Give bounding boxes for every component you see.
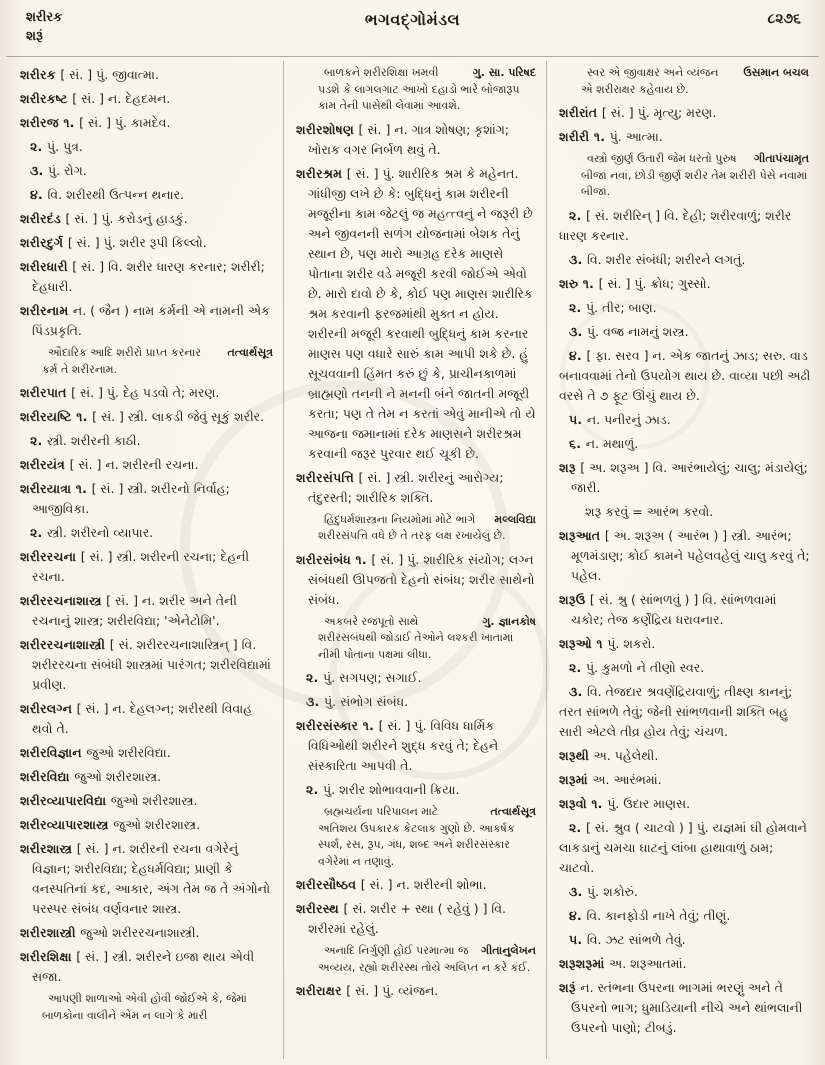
definition-text: પું. પુત્ર. bbox=[47, 139, 83, 154]
headword: શરીરશ્રમ bbox=[296, 165, 347, 181]
dictionary-entry bbox=[296, 875, 538, 895]
definition-text: જુઓ શરીરરચનાશાસ્ત્રી. bbox=[80, 925, 200, 940]
headword: શરીરવ્યાપારશાસ્ત્ર bbox=[20, 817, 114, 832]
citation-text: ઔદારિક આદિ શરીરો પ્રાપ્ત કરનાર કર્મ તે શરીરનામ. bbox=[42, 346, 201, 376]
definition-text: [ સં. ] સ્ત્રી. શરીરને ઇજા થાય એવી સજા. bbox=[32, 949, 255, 984]
sense-number: ૫. bbox=[569, 411, 587, 427]
definition-text: [ સં. ] પું. શારીરિક સંયોગ; લગ્ન સંબંધથી ઊપજતો દેહનો સંબંધ; શરીર સાથેનો સંબંધ. bbox=[308, 551, 535, 607]
headword: શરીરવિજ્ઞાન bbox=[20, 745, 87, 760]
sense-number: ૩. bbox=[306, 694, 325, 709]
definition-text: અ. પહેલેથી. bbox=[593, 747, 659, 763]
definition-text: વિ. તેજદાર શ્રવણેંદ્રિયવાળું; તીક્ષ્ણ કાનનું; તરત સાંભળે તેવું; જેની સાંભળવાની શક્તિ બહુ સારી એટલે તીવ્ર હોય તેવું; ચંચળ. bbox=[559, 683, 793, 739]
definition-text: [ સં. ] સ્ત્રી. શરીરનું આરોગ્ય; તંદુરસ્તી; શારીરિક શક્તિ. bbox=[308, 469, 504, 505]
dictionary-entry bbox=[296, 716, 538, 776]
citation-text: હિંદુધર્મશાસ્ત્રના નિયમોમાં મોટે ભાગે શરીરસંપત્તિ વધે છે તે તરફ લક્ષ રખાયેલું છે. bbox=[318, 512, 506, 542]
sense-line bbox=[559, 682, 811, 742]
citation-text: સ્વર એ જીવાક્ષર અને વ્યંજન એ શરીરાક્ષર કહેવાય છે. bbox=[581, 66, 719, 96]
definition-text: શરૂ કરવું = આરંભ કરવો. bbox=[585, 503, 714, 519]
dictionary-entry bbox=[20, 479, 275, 519]
dictionary-entry bbox=[296, 981, 538, 1001]
dictionary-entry bbox=[20, 257, 275, 297]
citation-block bbox=[296, 804, 538, 870]
headword: શરૂશરૂમાં bbox=[559, 955, 610, 971]
citation-block bbox=[559, 65, 811, 98]
definition-text: પું. તીર; બાણ. bbox=[586, 299, 657, 315]
definition-text: પું. સગપણ; સગાઈ. bbox=[323, 670, 422, 685]
dictionary-entry bbox=[296, 468, 538, 508]
dictionary-entry bbox=[20, 743, 275, 763]
dictionary-entry bbox=[20, 407, 275, 427]
dictionary-entry bbox=[296, 164, 538, 464]
headword: શરીરી ૧. bbox=[559, 129, 610, 144]
page-header bbox=[0, 0, 825, 56]
dictionary-entry bbox=[296, 120, 538, 160]
definition-text: [ સં. ] પું. વ્યંજન. bbox=[346, 983, 439, 998]
dictionary-entry bbox=[20, 547, 275, 587]
citation-source: ગુ. જ્ઞાનકોષ bbox=[482, 614, 536, 628]
definition-text: [ સં. ] પું. શારીરિક શ્રમ કે મહેનત. ગાંધીજી લખે છે કે: બુદ્ધિનું કામ શરીરની મજૂરીના કામ જેટલું જ મહત્ત્વનું ને જરૂરી છે અને જીવનની સળંગ યોજનામાં બેશક તેનું સ્થાન છે, પણ મારો આગ્રહ દરેક માણસે પોતાના શરીર વડે મજૂરી કરવી જોઈએ એવો છે. મારો દાવો છે કે, કોઈ પણ માણસ શારીરિક શ્રમ કરવાની ફરજમાંથી મુક્ત ન હોય. શરીરની મજૂરી કરવાથી બુદ્ધિનું કામ કરનાર માણસ પણ વધારે સારું કામ આપી શકે છે. હું સૂચવવાની હિંમત કરું છું કે, પ્રાચીનકાળમાં બ્રાહ્મણો તનની ને મનની બંને જાતની મજૂરી કરતા; પણ તે તેમ ન કરતાં એવું માનીએ તો યે આજના જમાનામાં દરેક માણસને શરીરશ્રમ કરવાની જરૂર પુરવાર થઈ ચૂકી છે. bbox=[308, 165, 536, 461]
dictionary-entry bbox=[20, 89, 275, 109]
dictionary-entry bbox=[20, 455, 275, 475]
citation-text: અકબરે રજપૂતો સાથે શરીરસંબંધથી જોડાઈ તેઓને લશ્કરી ખાતામાં નીમી પોતાના પક્ષમાં લીધા. bbox=[318, 614, 514, 661]
headword: શરીરશાસ્ત્રી bbox=[20, 925, 81, 940]
dictionary-entry bbox=[20, 383, 275, 403]
citation-source: ગુ. સા. પરિષદ bbox=[472, 66, 536, 79]
headword: શરીરદંડ bbox=[20, 211, 66, 226]
dictionary-entry bbox=[20, 699, 275, 739]
dictionary-entry bbox=[20, 923, 275, 943]
column bbox=[8, 61, 283, 1059]
headword: શરૂં bbox=[559, 979, 581, 995]
citation-source: ગીતાપંચામૃત bbox=[754, 152, 809, 165]
definition-text: જુઓ શરીરશાસ્ત્ર. bbox=[113, 817, 201, 832]
sense-number: ૨. bbox=[569, 659, 587, 675]
sense-line bbox=[559, 206, 811, 246]
dictionary-entry bbox=[559, 770, 811, 790]
definition-text: સ્ત્રી. શરીરની કાઠી. bbox=[47, 433, 141, 448]
sense-line bbox=[20, 161, 275, 181]
headword: શરીરવ્યાપારવિદ્યા bbox=[20, 793, 111, 808]
dictionary-entry bbox=[296, 550, 538, 610]
dictionary-entry bbox=[559, 794, 811, 814]
sense-number: ૨. bbox=[569, 819, 587, 835]
citation-block bbox=[20, 991, 275, 1024]
dictionary-entry bbox=[559, 127, 811, 147]
headword: શરીરયષ્ટિ ૧. bbox=[20, 409, 93, 424]
citation-block bbox=[296, 65, 538, 115]
column bbox=[546, 61, 819, 1059]
definition-text: [ અ. શરૂઅ ( આરંભ ) ] સ્ત્રી. આરંભ; મૂળમંડાણ; કોઈ કામને પહેલવહેલું ચાલુ કરવું તે; પહેલ. bbox=[571, 527, 810, 583]
headword: શરીરવિદ્યા bbox=[20, 769, 75, 784]
sense-number: ૩. bbox=[569, 323, 588, 339]
dictionary-entry bbox=[20, 301, 275, 341]
sense-line bbox=[296, 668, 538, 688]
definition-text: પું. ઉદાર માણસ. bbox=[607, 795, 691, 811]
headword: શરીરદુર્ગ bbox=[20, 235, 68, 250]
headword: શરીરસંસ્કાર ૧. bbox=[296, 718, 379, 733]
sense-number: ૪. bbox=[30, 187, 48, 202]
citation-source: મલ્લવિદ્યા bbox=[494, 512, 536, 526]
headword: શરૂવો ૧. bbox=[559, 795, 608, 811]
dictionary-entry bbox=[20, 839, 275, 919]
dictionary-entry bbox=[559, 274, 811, 294]
dictionary-entry bbox=[559, 634, 811, 654]
dictionary-entry bbox=[20, 791, 275, 811]
headword: શરીરક bbox=[20, 67, 61, 82]
headword: શરીરજ ૧. bbox=[20, 115, 80, 130]
headword: શરીરસંપત્તિ bbox=[296, 469, 359, 485]
definition-text: ન. પનીરનું ઝાડ. bbox=[586, 411, 671, 427]
headword: શરીરશિક્ષા bbox=[20, 949, 77, 964]
sense-line bbox=[559, 906, 811, 926]
definition-text: [ સં. ] સ્ત્રી. શરીરનો નિર્વાહ; આજીવિકા. bbox=[32, 481, 230, 516]
definition-text: પું. રોગ. bbox=[48, 163, 87, 178]
dictionary-entry bbox=[20, 591, 275, 631]
dictionary-entry bbox=[20, 635, 275, 695]
sense-number: ૩. bbox=[569, 683, 588, 699]
headword: શરુ ૧. bbox=[559, 275, 599, 291]
definition-text: ન. મથાળું. bbox=[585, 435, 639, 451]
sense-line bbox=[559, 658, 811, 678]
sense-line bbox=[20, 431, 275, 451]
citation-block bbox=[20, 345, 275, 378]
definition-text: [ સં. ] પું. કરોડનું હાડકું. bbox=[65, 211, 188, 226]
headword: શરીરલગ્ન bbox=[20, 701, 77, 716]
sense-line bbox=[559, 930, 811, 950]
definition-text: [ સં. ] ન. દેહદમન. bbox=[72, 91, 171, 106]
headword: શરૂઉ bbox=[559, 591, 590, 607]
column-container bbox=[0, 57, 825, 1059]
sense-line bbox=[559, 882, 811, 902]
definition-text: સ્ત્રી. શરીરનો વ્યાપાર. bbox=[47, 525, 154, 540]
dictionary-entry bbox=[20, 815, 275, 835]
citation-block bbox=[559, 151, 811, 201]
definition-text: [ સં. ] વિ. શરીર ધારણ કરનાર; શરીરી; દેહધારી. bbox=[32, 259, 265, 294]
headword: શરૂ bbox=[559, 459, 581, 475]
definition-text: પું. કુમળો ને તીણો સ્વર. bbox=[586, 659, 705, 675]
sense-line bbox=[20, 137, 275, 157]
dictionary-entry bbox=[20, 209, 275, 229]
citation-text: અનાદિ નિર્ગુણી હોઈ પરમાત્મા જ અવ્યય, રહ્યો શરીરસ્થ તોયે અલિપ્ત ન કરે કંઈ. bbox=[318, 944, 531, 974]
dictionary-entry bbox=[559, 103, 811, 123]
citation-text: આપણી શાળાઓ એવી હોવી જોઈએ કે, જેમાં બાળકોના વાલીને એમ ન લાગે કે મારી bbox=[42, 992, 247, 1022]
definition-text: [ સં. ] પું. કામદેવ. bbox=[79, 115, 171, 130]
headword: શરીરયાત્રા ૧. bbox=[20, 481, 92, 496]
definition-text: [ સં. ] ન. ગાત્ર શોષણ; કૃશાંગ; ખોરાક વગર નિર્બળ થવું તે. bbox=[308, 121, 510, 157]
definition-text: પું. શકરો. bbox=[607, 635, 656, 651]
sense-line bbox=[559, 434, 811, 454]
sense-number: ૨. bbox=[30, 139, 48, 154]
headword: શરૂઆત bbox=[559, 527, 605, 543]
definition-text: વિ. ઝટ સાંભળે તેવું. bbox=[586, 931, 686, 947]
headword: શરીરાંત bbox=[559, 105, 602, 120]
definition-text: પું. આત્મા. bbox=[609, 129, 663, 144]
definition-text: ન. ( જૈન ) નામ કર્મની એ નામની એક પિંડપ્રકૃતિ. bbox=[32, 303, 270, 338]
sense-number: ૩. bbox=[569, 883, 588, 899]
sense-number: ૨. bbox=[306, 782, 324, 797]
dictionary-entry bbox=[296, 899, 538, 939]
dictionary-entry bbox=[559, 954, 811, 974]
dictionary-entry bbox=[559, 458, 811, 498]
sense-line bbox=[296, 692, 538, 712]
sense-line bbox=[559, 818, 811, 878]
sense-line bbox=[559, 322, 811, 342]
citation-source: તત્વાર્થસૂત્ર bbox=[227, 346, 273, 359]
definition-text: [ સં. ] સ્ત્રી. લાકડી જેવું સૂકું શરીર. bbox=[92, 409, 265, 424]
guide-word-last: શરૂં bbox=[26, 29, 43, 44]
page-number: ૮૨૭૬ bbox=[767, 11, 801, 27]
definition-text: [ સં. ] પું. શરીર રૂપી કિલ્લો. bbox=[67, 235, 207, 250]
definition-text: [ સં. શરીરરચનાશાસ્ત્રિન્ ] વિ. શરીરરચના સંબંધી શાસ્ત્રમાં પારંગત; શરીરવિદ્યામાં પ્રવીણ. bbox=[32, 637, 271, 692]
definition-text: વિ. કાનફોડી નાખે તેવું; તીણું. bbox=[586, 907, 731, 923]
definition-text: [ સં. ] ન. શરીર અને તેની રચનાનું શાસ્ત્ર; શરીરવિદ્યા; 'એનેટોમિ'. bbox=[32, 593, 237, 628]
sense-number: ૪. bbox=[569, 907, 587, 923]
definition-text: પું. વજ્ર નામનું શસ્ત્ર. bbox=[587, 323, 689, 339]
definition-text: [ સં. શરીર + સ્થા ( રહેવું ) ] વિ. શરીરમાં રહેલું. bbox=[308, 901, 507, 936]
definition-text: વિ. શરીર સંબંધી; શરીરને લગતું. bbox=[587, 251, 746, 267]
definition-text: [ સં. ] પું. મૃત્યુ; મરણ. bbox=[601, 105, 717, 120]
headword: શરીરસૌષ્ઠવ bbox=[296, 877, 361, 892]
sense-line bbox=[20, 185, 275, 205]
headword: શરીરરચનાશાસ્ત્ર bbox=[20, 593, 107, 608]
dictionary-entry bbox=[559, 590, 811, 630]
idiom-line bbox=[559, 502, 811, 522]
headword: શરૂમાં bbox=[559, 771, 593, 787]
headword: શરૂથી bbox=[559, 747, 594, 763]
citation-block bbox=[296, 614, 538, 664]
headword: શરીરનામ bbox=[20, 303, 73, 318]
citation-source: ગીતાનુલેખન bbox=[481, 944, 536, 957]
headword: શરીરસંબંધ ૧. bbox=[296, 551, 372, 567]
page-title: ભગવદ્ગોમંડલ bbox=[364, 10, 461, 29]
headword: શરૂઓ ૧ bbox=[559, 635, 608, 651]
sense-line bbox=[20, 523, 275, 543]
dictionary-entry bbox=[559, 746, 811, 766]
definition-text: [ સં. ] ન. શરીરની રચના. bbox=[69, 457, 199, 472]
definition-text: [ સં. ] સ્ત્રી. શરીરની રચના; દેહની રચના. bbox=[32, 549, 250, 584]
definition-text: [ સં. ] ન. શરીરની રચના વગેરેનું વિજ્ઞાન; શરીરવિદ્યા; દેહધર્મવિદ્યા; પ્રાણી કે વનસ્પતિનાં કદ, આકાર, અંગ તેમ જ તે અંગોનો પરસ્પર સંબંધ વર્ણવનાર શાસ્ત્ર. bbox=[32, 841, 271, 916]
headword: શરીરપાત bbox=[20, 385, 72, 400]
definition-text: વિ. શરીરથી ઉત્પન્ન થનાર. bbox=[47, 187, 185, 202]
sense-number: ૨. bbox=[306, 670, 324, 685]
citation-source: ઉસમાન બચલ bbox=[743, 66, 809, 79]
headword: શરીરરચનાશાસ્ત્રી bbox=[20, 637, 110, 652]
definition-text: પું. શરીર શોભાવવાની ક્રિયા. bbox=[323, 782, 460, 797]
sense-number: ૨. bbox=[30, 433, 48, 448]
sense-number: ૨. bbox=[30, 525, 48, 540]
citation-block bbox=[296, 512, 538, 545]
sense-number: ૩. bbox=[30, 163, 49, 178]
definition-text: પું. સંભોગ સંબંધ. bbox=[324, 694, 409, 709]
dictionary-entry bbox=[20, 947, 275, 987]
sense-number: ૩. bbox=[569, 251, 588, 267]
citation-text: વસ્ત્રો જીર્ણ ઉતારી જેમ ધરતો પુરુષ બીજાં નવાં, છોડી જીર્ણ શરીર તેમ શરીરી પેસે નવામાં બીજાં. bbox=[581, 152, 808, 198]
definition-text: જુઓ શરીરશાસ્ત્ર. bbox=[110, 793, 198, 808]
headword: શરીરરચના bbox=[20, 549, 81, 564]
definition-text: ન. સ્તંભના ઉપરના ભાગમાં ભરણું અને તે ઉપરનો ભાગ; ધુમાડિયાની નીચે અને થાંભલાની ઉપરનો પાણો; ટીબડું. bbox=[571, 979, 803, 1035]
sense-number: ૫. bbox=[569, 931, 587, 947]
sense-number: ૪. bbox=[569, 347, 587, 363]
sense-line bbox=[296, 780, 538, 800]
dictionary-entry bbox=[559, 978, 811, 1038]
citation-text: બ્રહ્મચર્યના પરિપાલન માટે અતિશય ઉપકારક કેટલાક ગુણો છે. આકર્ષક સ્પર્શ, રસ, રૂપ, ગંધ, શબ્દ અને શરીરસંસ્કાર વગેરેમાં ન તણાવું. bbox=[318, 805, 515, 868]
citation-text: બાળકને શરીરશિક્ષા ખમવી પડશે કે લાગલગાટ આખો દહાડો ભારે બોજારૂપ કામ તેની પાસેથી લેવામાં આવશે. bbox=[318, 66, 520, 112]
definition-text: પું. શકોરું. bbox=[587, 883, 638, 899]
headword: શરીરશોષણ bbox=[296, 121, 359, 137]
sense-number: ૬. bbox=[569, 435, 586, 451]
definition-text: જુઓ શરીરવિદ્યા. bbox=[86, 745, 171, 760]
citation-block bbox=[296, 943, 538, 976]
headword: શરીરધારી bbox=[20, 259, 73, 274]
sense-line bbox=[559, 250, 811, 270]
definition-text: [ સં. ] ન. દેહલગ્ન; શરીરથી વિવાહ થવો તે. bbox=[32, 701, 253, 736]
dictionary-entry bbox=[20, 113, 275, 133]
guide-word-first: શરીરક bbox=[26, 10, 63, 25]
definition-text: [ સં. શ્રુવ ( ચાટવો ) ] પું. યજ્ઞમાં ઘી હોમવાને લાકડાનું ચમચા ઘાટનું લાંબા હાથાવાળું ઠામ; ચાટવો. bbox=[559, 819, 807, 875]
definition-text: અ. આરંભમાં. bbox=[592, 771, 662, 787]
dictionary-entry bbox=[20, 233, 275, 253]
headword: શરીરસ્થ bbox=[296, 901, 344, 916]
dictionary-entry bbox=[20, 65, 275, 85]
definition-text: જુઓ શરીરશાસ્ત્ર. bbox=[74, 769, 162, 784]
definition-text: [ સં. ] પું. વિવિધ ધાર્મિક વિધિઓથી શરીરને શુદ્ધ કરવું તે; દેહને સંસ્કારિતા આપવી તે. bbox=[308, 718, 499, 773]
headword: શરીરાક્ષર bbox=[296, 983, 347, 998]
headword: શરીરયંત્ર bbox=[20, 457, 70, 472]
definition-text: [ સં. ] પું. જીવાત્મા. bbox=[60, 67, 159, 82]
citation-source: તત્વાર્થસૂત્ર bbox=[490, 805, 536, 818]
headword: શરીરકષ્ટ bbox=[20, 91, 73, 106]
definition-text: અ. શરૂઆતમાં. bbox=[609, 955, 687, 971]
sense-line bbox=[559, 346, 811, 406]
dictionary-entry bbox=[20, 767, 275, 787]
definition-text: [ ફા. સરવ ] ન. એક જાતનું ઝાડ; સરુ. વાડ બનાવવામાં તેનો ઉપયોગ થાય છે. વાવ્યા પછી અઢી વરસે તે ૭ ફૂટ ઊંચું થાય છે. bbox=[559, 347, 811, 403]
definition-text: [ સં. શરીરિન્ ] વિ. દેહી; શરીરવાળું; શરીર ધારણ કરનાર. bbox=[559, 207, 792, 243]
headword: શરીરશાસ્ત્ર bbox=[20, 841, 77, 856]
sense-number: ૨. bbox=[569, 207, 587, 223]
column bbox=[283, 61, 546, 1059]
dictionary-entry bbox=[559, 526, 811, 586]
definition-text: [ સં. ] પું. ક્રોધ; ગુસ્સો. bbox=[598, 275, 711, 291]
definition-text: [ સં. ] પું. દેહ પડવો તે; મરણ. bbox=[71, 385, 220, 400]
definition-text: [ સં. ] ન. શરીરની શોભા. bbox=[360, 877, 487, 892]
sense-number: ૨. bbox=[569, 299, 587, 315]
definition-text: [ સં. શ્રુ ( સાંભળવું ) ] વિ. સાંભળવામાં ચકોર; તેજ કર્ણેંદ્રિય ધરાવનાર. bbox=[571, 591, 777, 627]
sense-line bbox=[559, 410, 811, 430]
definition-text: [ અ. શરૂઅ ] વિ. આરંભાયેલું; ચાલુ; મંડાયેલું; જારી. bbox=[571, 459, 808, 495]
sense-line bbox=[559, 298, 811, 318]
